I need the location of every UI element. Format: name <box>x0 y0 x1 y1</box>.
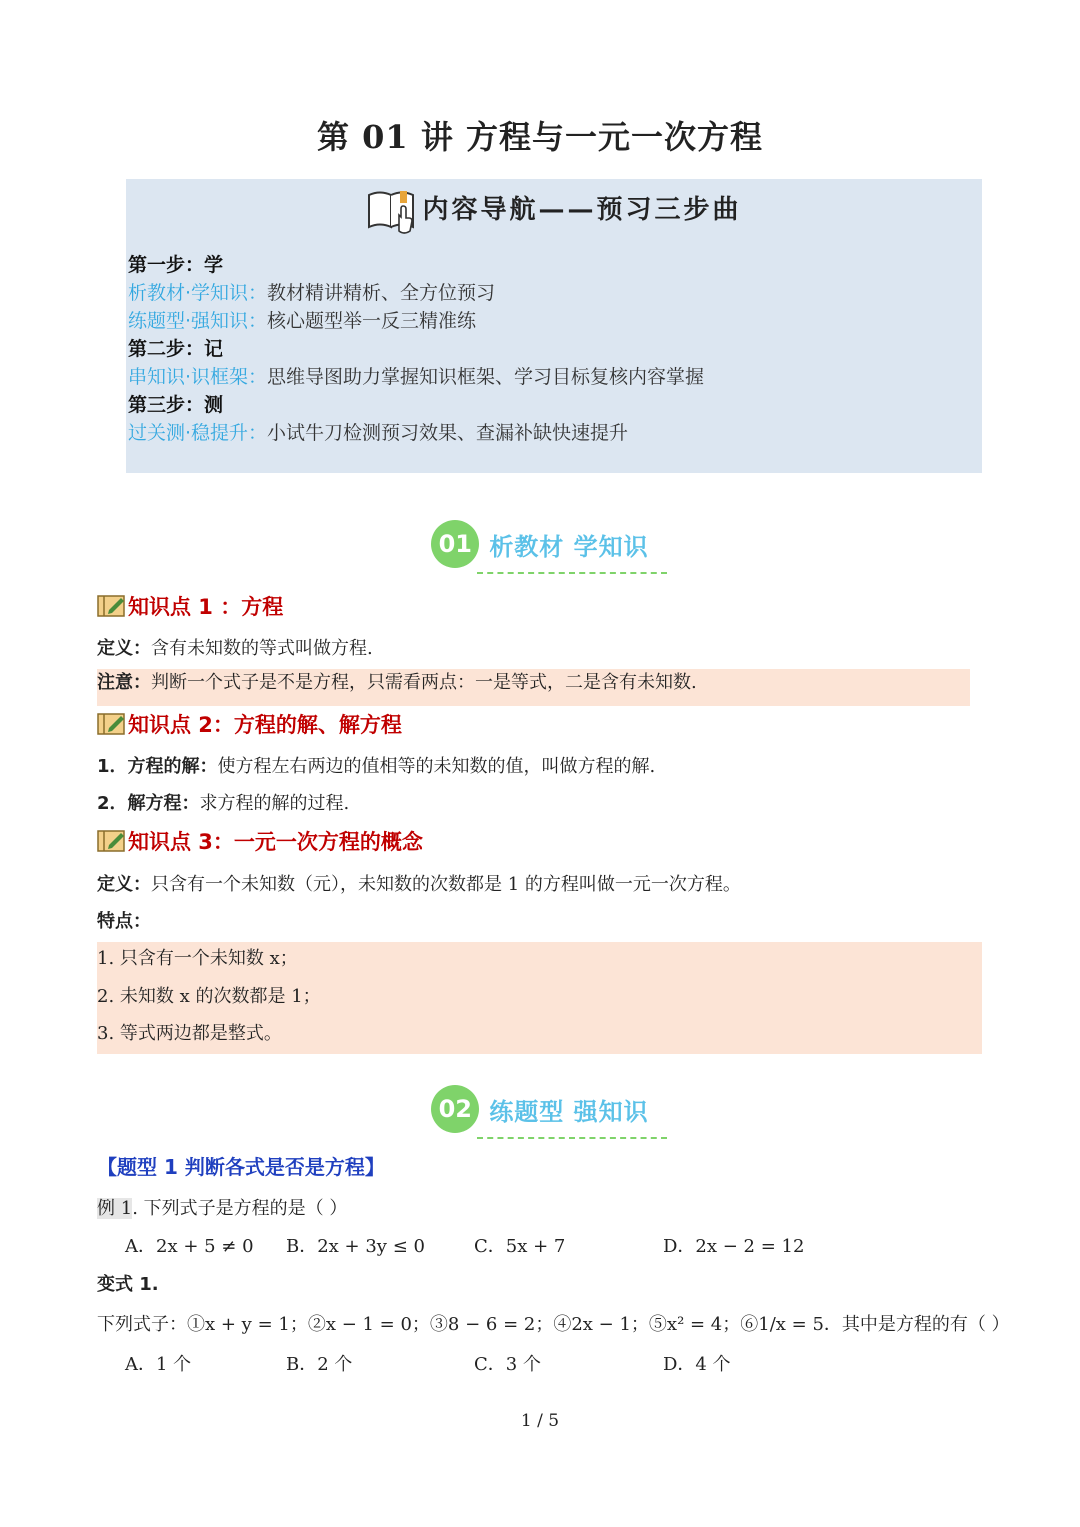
page-title: 第 01 讲 方程与一元一次方程 <box>317 118 763 156</box>
nav-row-label: 串知识·识框架： <box>128 366 268 388</box>
nav-heading <box>126 187 982 235</box>
variant-option-a[interactable]: A．1 个 <box>125 1354 192 1375</box>
feature-item: 1. 只含有一个未知数 x； <box>97 948 298 969</box>
nav-step-2 <box>128 335 223 363</box>
features-label: 特点： <box>97 911 151 932</box>
section-number-badge: 02 <box>431 1085 479 1133</box>
nav-row-desc: 小试牛刀检测预习效果、查漏补缺快速提升 <box>267 422 629 444</box>
kp-title-text: 知识点 3：一元一次方程的概念 <box>128 830 423 854</box>
variant-1-stem: 下列式子：①x + y = 1；②x − 1 = 0；③8 − 6 = 2；④2x − 1；⑤x² = 4；⑥1/x = 5．其中是方程的有（ ） <box>97 1314 1010 1335</box>
dashed-underline <box>477 572 666 574</box>
nav-step-label: 第二步：记 <box>128 338 224 360</box>
nav-row-desc: 思维导图助力掌握知识框架、学习目标复核内容掌握 <box>267 366 705 388</box>
variant-option-d[interactable]: D．4 个 <box>663 1354 731 1375</box>
kp3-features-box <box>97 942 982 1054</box>
kp1-definition <box>97 634 373 660</box>
notebook-icon <box>97 594 127 618</box>
definition-text: 只含有一个未知数（元），未知数的次数都是 1 的方程叫做一元一次方程。 <box>151 874 741 895</box>
nav-row-test <box>128 419 628 447</box>
example-text: . 下列式子是方程的是（ ） <box>132 1198 348 1219</box>
nav-row-label: 练题型·强知识： <box>128 310 268 332</box>
nav-heading-text: 内容导航——预习三步曲 <box>422 195 742 225</box>
feature-item: 3. 等式两边都是整式。 <box>97 1023 282 1044</box>
nav-step-label: 第一步：学 <box>128 254 224 276</box>
section-title: 练题型 强知识 <box>489 1097 649 1126</box>
variant-label: 变式 1. <box>97 1274 159 1295</box>
kp3-features-label <box>97 907 151 933</box>
kp1-note <box>97 669 970 706</box>
section-banner-01 <box>0 520 1080 568</box>
item-text: 求方程的解的过程. <box>199 793 350 814</box>
definition-text: 含有未知数的等式叫做方程. <box>151 638 373 659</box>
nav-row-analyze <box>128 279 495 307</box>
nav-step-1 <box>128 251 223 279</box>
variant-option-b[interactable]: B．2 个 <box>286 1354 353 1375</box>
nav-row-desc: 核心题型举一反三精准练 <box>267 310 477 332</box>
nav-row-practice <box>128 307 476 335</box>
nav-row-desc: 教材精讲精析、全方位预习 <box>267 282 496 304</box>
definition-label: 定义： <box>97 638 151 659</box>
kp-title-text: 知识点 1 ：方程 <box>128 595 284 619</box>
variant-option-c[interactable]: C．3 个 <box>474 1354 541 1375</box>
section-title: 析教材 学知识 <box>489 532 649 561</box>
question-type-1-title: 【题型 1 判断各式是否是方程】 <box>97 1155 385 1179</box>
notebook-icon <box>97 829 127 853</box>
example-option-b[interactable]: B．2x + 3y ≤ 0 <box>286 1236 425 1257</box>
definition-label: 定义： <box>97 874 151 895</box>
item-text: 使方程左右两边的值相等的未知数的值，叫做方程的解. <box>217 756 656 777</box>
kp2-item-1 <box>97 752 655 778</box>
note-label: 注意： <box>97 672 151 693</box>
kp-title-text: 知识点 2：方程的解、解方程 <box>128 713 402 737</box>
section-number-badge: 01 <box>431 520 479 568</box>
example-1-stem <box>97 1194 347 1220</box>
book-pointer-icon <box>366 187 420 235</box>
knowledge-point-1-title <box>97 591 283 621</box>
knowledge-point-2-title <box>97 709 402 739</box>
feature-item: 2. 未知数 x 的次数都是 1； <box>97 986 321 1007</box>
item-label: 2．解方程： <box>97 793 200 814</box>
nav-step-label: 第三步：测 <box>128 394 224 416</box>
note-text: 判断一个式子是不是方程，只需看两点：一是等式，二是含有未知数. <box>151 672 697 693</box>
variant-1-label <box>97 1270 159 1296</box>
example-option-a[interactable]: A．2x + 5 ≠ 0 <box>125 1236 254 1257</box>
nav-row-label: 过关测·稳提升： <box>128 422 268 444</box>
example-option-d[interactable]: D．2x − 2 = 12 <box>663 1236 805 1257</box>
dashed-underline <box>477 1137 666 1139</box>
content-nav-box <box>126 179 982 473</box>
nav-row-label: 析教材·学知识： <box>128 282 268 304</box>
nav-step-3 <box>128 391 223 419</box>
example-prefix: 例 1 <box>97 1198 133 1219</box>
example-option-c[interactable]: C．5x + 7 <box>474 1236 566 1257</box>
knowledge-point-3-title <box>97 826 423 856</box>
notebook-icon <box>97 712 127 736</box>
page-number: 1 / 5 <box>520 1411 560 1431</box>
item-label: 1．方程的解： <box>97 756 218 777</box>
nav-row-framework <box>128 363 704 391</box>
kp3-definition <box>97 870 741 896</box>
section-banner-02 <box>0 1085 1080 1133</box>
kp2-item-2 <box>97 789 349 815</box>
